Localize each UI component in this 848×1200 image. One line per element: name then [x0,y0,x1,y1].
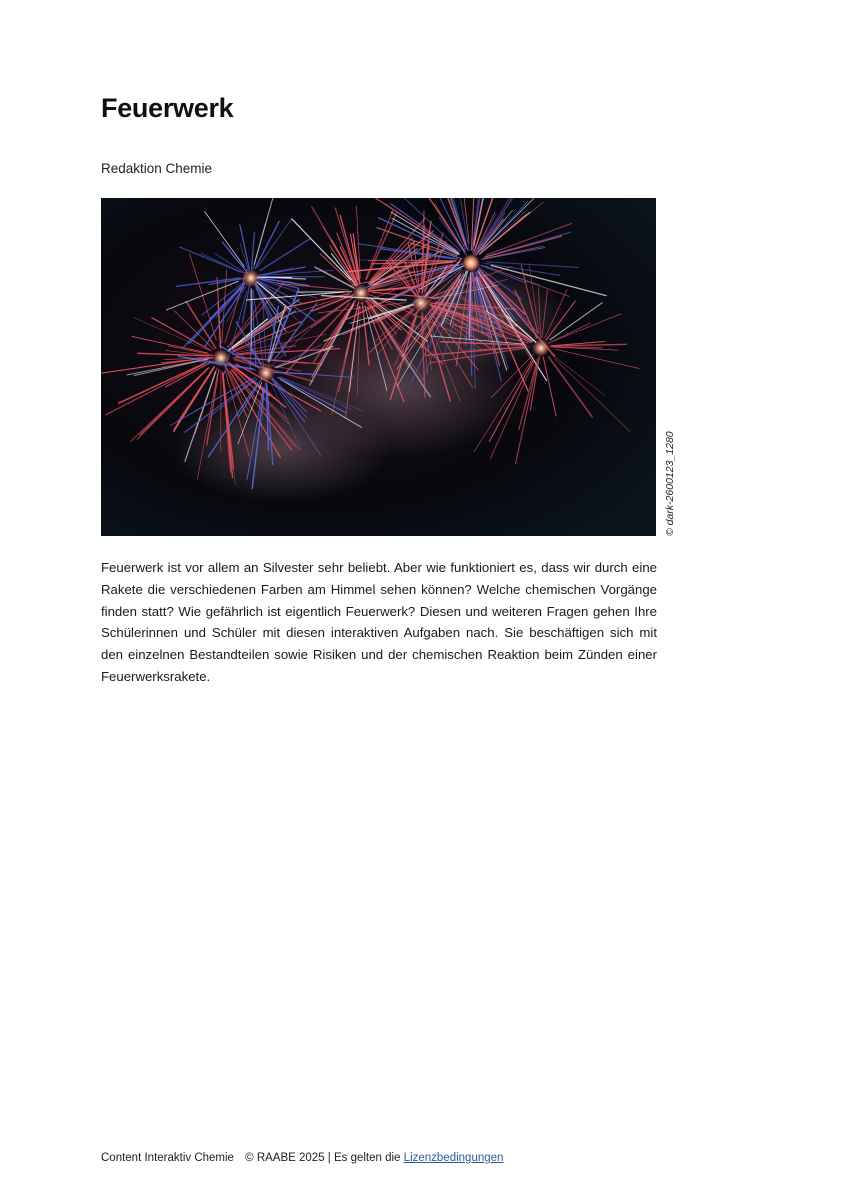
author-line: Redaktion Chemie [101,161,213,176]
footer [101,1152,503,1164]
fireworks-illustration [101,198,656,536]
intro-paragraph: Feuerwerk ist vor allem an Silvester sehr beliebt. Aber wie funktioniert es, dass wir durch eine Rakete die verschiedenen Farben am Himmel sehen können? Welche chemischen Vorgänge finden statt? Wie gefährlich ist eigentlich Feuerwerk? Diesen und weiteren Fragen gehen Ihre Schülerinnen und Schüler mit diesen interaktiven Aufgaben nach. Sie beschäftigen sich mit den einzelnen Bestandteilen sowie Risiken und der chemischen Reaktion beim Zünden einer Feuerwerksrakete. [101,560,657,684]
image-credit: © dark-2600123_1280 [664,431,676,536]
footer-product: Content Interaktiv Chemie [101,1152,234,1164]
page-title: Feuerwerk [101,93,234,123]
footer-copyright: © RAABE 2025 | Es gelten die [245,1152,401,1164]
license-link[interactable]: Lizenzbedingungen [403,1152,504,1164]
fireworks-image [101,198,656,536]
